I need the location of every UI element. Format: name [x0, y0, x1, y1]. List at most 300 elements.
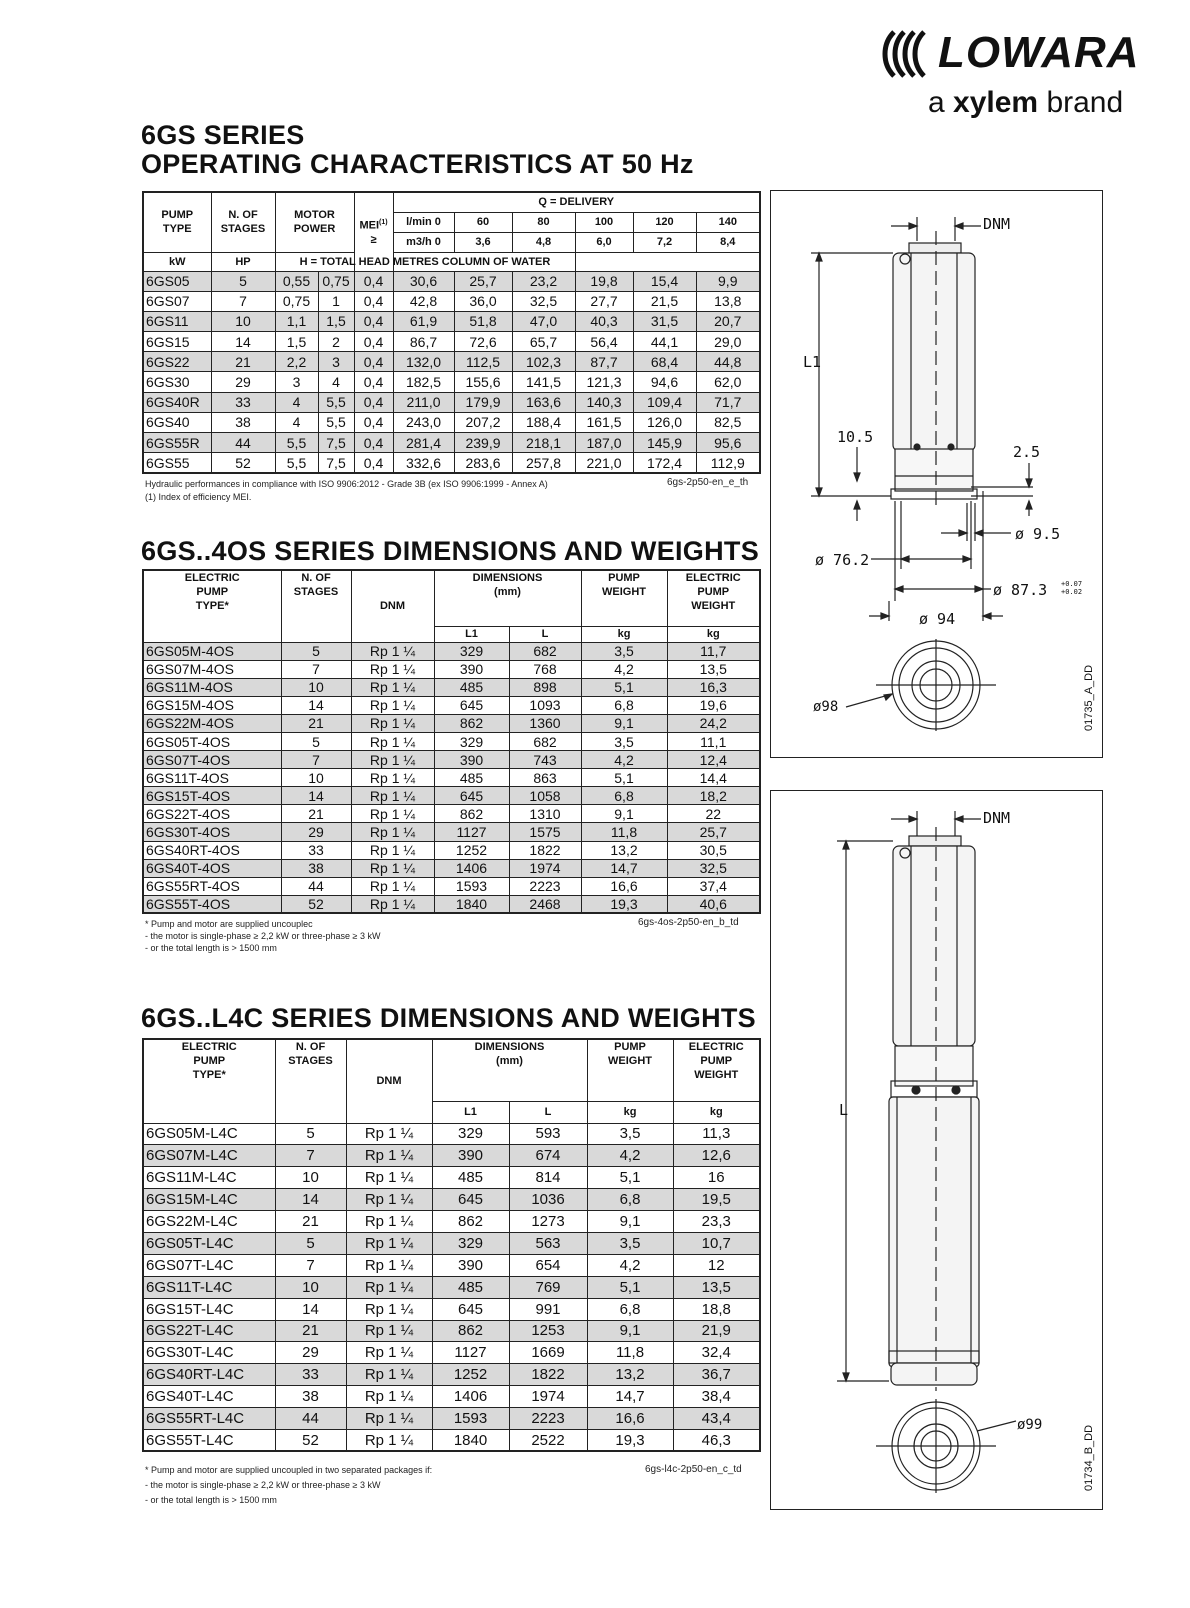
table-row: [143, 372, 760, 392]
table-cell: 10,7: [673, 1232, 760, 1254]
table-cell: 112,9: [696, 453, 760, 473]
table-cell: 163,6: [512, 392, 575, 412]
table-cell: Rp 1 ¼: [346, 1189, 432, 1211]
table-cell: 25,7: [667, 823, 760, 841]
lowara-logo: [880, 28, 1140, 119]
pump-type-cell: 6GS55T-L4C: [143, 1429, 275, 1451]
table-cell: 3: [275, 372, 318, 392]
table-cell: Rp 1 ¼: [351, 696, 434, 714]
pump-type-cell: 6GS05T-L4C: [143, 1232, 275, 1254]
dnm-label: DNM: [983, 809, 1011, 827]
pump-type-cell: 6GS05: [143, 271, 211, 291]
table-cell: 188,4: [512, 412, 575, 432]
table-cell: 40,6: [667, 895, 760, 913]
table-cell: 37,4: [667, 877, 760, 895]
pump-type-cell: 6GS07M-4OS: [143, 660, 281, 678]
pump-type-cell: 6GS15M-L4C: [143, 1189, 275, 1211]
table-cell: 65,7: [512, 332, 575, 352]
pump-drawing-4os: [770, 190, 1103, 758]
table-cell: Rp 1 ¼: [351, 859, 434, 877]
operating-characteristics-table: PUMP TYPE N. OF STAGES MOTOR POWER $MEI^{(1)}$ ≥ Q = DELIVERY l/min 0 60 80 100 120 140 m3/h 0 3,6 4,8 6,0 7,2 8,4 kW HP H = TOTAL HEAD METRES COLUMN OF WATER 6GS05 5 0,55 0,75 0,4 30,6 25,7 23,2 19,8 15,4 9,9 6GS07 7 0,75 1 0,4 42,8 36,0 32,5 27,7 21,5 13,8 6GS11 10 1,1 1,5 0,4 61,9 51,8 47,0 40,3 31,5 20,7 6GS15 14 1,5 2 0,4 86,7 72,6 65,7 56,4 44,1 29,0 6GS22 21 2,2 3 0,4 132,0 112,5 102,3 87,7 68,4 44,8 6GS30 29 3 4 0,4 182,5 155,6 141,5 121,3 94,6 62,0 6GS40R 33 4 5,5 0,4 211,0 179,9 163,6 140,3 109,4 71,7 6GS40 38 4 5,5 0,4 243,0 207,2 188,4 161,5 126,0 82,5 6GS55R 44 5,5 7,5 0,4 281,4 239,9 218,1 187,0 145,9 95,6 6GS55 52 5,5 7,5 0,4 332,6 283,6 257,8 221,0 172,4 112,9: [142, 191, 761, 474]
unit-header: kg: [673, 1101, 760, 1123]
drawing-ref: 01734_B_DD: [1083, 1424, 1095, 1491]
table-cell: Rp 1 ¼: [346, 1123, 432, 1145]
table-cell: 0,75: [275, 291, 318, 311]
dim-76-2: ø 76.2: [815, 551, 870, 569]
table-cell: 29: [281, 823, 351, 841]
table-row: [143, 311, 760, 331]
table-cell: 179,9: [454, 392, 512, 412]
table-row: [143, 1145, 760, 1167]
table-cell: 7: [281, 751, 351, 769]
table-cell: 11,8: [587, 1342, 673, 1364]
table-row: [143, 1429, 760, 1451]
table-cell: 14: [211, 332, 275, 352]
footnote: - or the total length is > 1500 mm: [145, 943, 277, 953]
table-cell: 14: [275, 1189, 346, 1211]
table-cell: 645: [432, 1298, 509, 1320]
table-cell: 390: [434, 660, 509, 678]
table-cell: 0,75: [318, 271, 354, 291]
table-cell: 21,5: [633, 291, 696, 311]
table-cell: 25,7: [454, 271, 512, 291]
table-cell: 21: [275, 1320, 346, 1342]
col-dimensions: DIMENSIONS (mm): [434, 570, 581, 626]
flow-lmin-header: 100: [575, 212, 633, 232]
table-cell: Rp 1 ¼: [346, 1386, 432, 1408]
table-cell: 1974: [509, 1386, 587, 1408]
table-cell: 10: [275, 1276, 346, 1298]
table-cell: Rp 1 ¼: [351, 642, 434, 660]
table-cell: 19,5: [673, 1189, 760, 1211]
pump-type-cell: 6GS15M-4OS: [143, 696, 281, 714]
col-stages: N. OF STAGES: [281, 570, 351, 642]
col-pump-weight: PUMP WEIGHT: [581, 570, 667, 626]
table-cell: 1360: [509, 714, 581, 732]
table-cell: 32,5: [512, 291, 575, 311]
table-cell: 1974: [509, 859, 581, 877]
table-cell: 4,2: [587, 1145, 673, 1167]
footnote: - the motor is single-phase ≥ 2,2 kW or three-phase ≥ 3 kW: [145, 931, 381, 941]
table-cell: 2223: [509, 1408, 587, 1430]
col-mei: $MEI^{(1)}$ ≥: [354, 192, 393, 271]
table-cell: 1840: [432, 1429, 509, 1451]
unit-header: L: [509, 626, 581, 642]
table-cell: 390: [432, 1254, 509, 1276]
table-cell: 1310: [509, 805, 581, 823]
table-row: [143, 433, 760, 453]
table-cell: 1,5: [318, 311, 354, 331]
flow-m3h-header: 3,6: [454, 232, 512, 252]
table-cell: Rp 1 ¼: [351, 769, 434, 787]
unit-header: kg: [581, 626, 667, 642]
table-cell: 3,5: [587, 1123, 673, 1145]
table-cell: 72,6: [454, 332, 512, 352]
table-cell: Rp 1 ¼: [351, 805, 434, 823]
table-cell: 5,1: [581, 678, 667, 696]
table-cell: Rp 1 ¼: [351, 678, 434, 696]
table-cell: 814: [509, 1167, 587, 1189]
table-cell: 10: [211, 311, 275, 331]
table-cell: 239,9: [454, 433, 512, 453]
table-row: [143, 714, 760, 732]
dim-98: ø98: [813, 699, 839, 715]
table-row: [143, 787, 760, 805]
table-cell: 7,5: [318, 433, 354, 453]
table-cell: 31,5: [633, 311, 696, 331]
col-stages: N. OF STAGES: [211, 192, 275, 252]
dim-10-5: 10.5: [837, 428, 874, 446]
table-cell: 21: [281, 805, 351, 823]
table-cell: 12,4: [667, 751, 760, 769]
table-cell: 141,5: [512, 372, 575, 392]
pump-type-cell: 6GS05T-4OS: [143, 732, 281, 750]
col-total-head: H = TOTAL HEAD METRES COLUMN OF WATER: [275, 252, 575, 271]
table-row: [143, 823, 760, 841]
table-cell: 14: [281, 787, 351, 805]
pump-type-cell: 6GS40T-L4C: [143, 1386, 275, 1408]
lowara-mark-icon: [880, 28, 936, 80]
table-cell: 5,5: [275, 433, 318, 453]
table-cell: 485: [432, 1167, 509, 1189]
table-cell: 6,8: [587, 1298, 673, 1320]
table-cell: 991: [509, 1298, 587, 1320]
unit-header: kg: [587, 1101, 673, 1123]
pump-type-cell: 6GS11T-L4C: [143, 1276, 275, 1298]
table-cell: 14: [281, 696, 351, 714]
pump-type-cell: 6GS40RT-4OS: [143, 841, 281, 859]
unit-header: L1: [434, 626, 509, 642]
table-cell: 0,55: [275, 271, 318, 291]
table-cell: 645: [432, 1189, 509, 1211]
pump-type-cell: 6GS22M-4OS: [143, 714, 281, 732]
table-cell: 44: [275, 1408, 346, 1430]
pump-type-cell: 6GS15T-L4C: [143, 1298, 275, 1320]
table-cell: 187,0: [575, 433, 633, 453]
table-cell: 21: [281, 714, 351, 732]
table-cell: 7: [281, 660, 351, 678]
footnote: * Pump and motor are supplied uncouplec: [145, 919, 313, 929]
table-cell: 563: [509, 1232, 587, 1254]
table-cell: 0,4: [354, 433, 393, 453]
table-cell: 22: [667, 805, 760, 823]
table-cell: 145,9: [633, 433, 696, 453]
dim-2-5: 2.5: [1013, 443, 1041, 461]
pump-type-cell: 6GS22T-4OS: [143, 805, 281, 823]
flow-lmin-header: 60: [454, 212, 512, 232]
table-cell: 218,1: [512, 433, 575, 453]
footnote: (1) Index of efficiency MEI.: [145, 492, 252, 502]
table-cell: 23,2: [512, 271, 575, 291]
table-cell: 7: [275, 1145, 346, 1167]
table-cell: 2: [318, 332, 354, 352]
table-cell: 21,9: [673, 1320, 760, 1342]
flow-m3h-header: 6,0: [575, 232, 633, 252]
drawing-ref: 01735_A_DD: [1083, 664, 1095, 731]
col-dnm: DNM: [346, 1039, 432, 1123]
table-cell: Rp 1 ¼: [351, 895, 434, 913]
table-cell: 16: [673, 1167, 760, 1189]
table-cell: 112,5: [454, 352, 512, 372]
table-cell: 9,1: [581, 714, 667, 732]
table-cell: 898: [509, 678, 581, 696]
table-cell: 11,8: [581, 823, 667, 841]
table-cell: 3,5: [581, 642, 667, 660]
table-cell: 30,5: [667, 841, 760, 859]
table-cell: 7: [211, 291, 275, 311]
table-row: [143, 1298, 760, 1320]
table-cell: 593: [509, 1123, 587, 1145]
table-cell: 20,7: [696, 311, 760, 331]
dim-9-5: ø 9.5: [1015, 525, 1061, 543]
tolerance: +0.07 +0.02: [1061, 580, 1083, 596]
table-cell: 5,5: [318, 412, 354, 432]
table-cell: 1252: [432, 1364, 509, 1386]
table-cell: 86,7: [393, 332, 454, 352]
table-cell: 18,2: [667, 787, 760, 805]
table-cell: 13,5: [673, 1276, 760, 1298]
table-cell: 1,5: [275, 332, 318, 352]
dim-94: ø 94: [919, 610, 956, 628]
table-cell: Rp 1 ¼: [346, 1211, 432, 1233]
table-cell: 21: [211, 352, 275, 372]
table-cell: 329: [432, 1232, 509, 1254]
table-cell: 4: [275, 392, 318, 412]
pump-type-cell: 6GS11: [143, 311, 211, 331]
table-cell: 9,1: [587, 1320, 673, 1342]
table-cell: 654: [509, 1254, 587, 1276]
table-cell: 0,4: [354, 311, 393, 331]
pump-type-cell: 6GS15T-4OS: [143, 787, 281, 805]
table-cell: 94,6: [633, 372, 696, 392]
table-row: [143, 271, 760, 291]
table-cell: 71,7: [696, 392, 760, 412]
table-cell: 1253: [509, 1320, 587, 1342]
col-motor-power: MOTOR POWER: [275, 192, 354, 252]
pump-type-cell: 6GS07T-L4C: [143, 1254, 275, 1276]
table-cell: 743: [509, 751, 581, 769]
table-row: [143, 841, 760, 859]
table-cell: 0,4: [354, 291, 393, 311]
table-cell: 9,9: [696, 271, 760, 291]
table-cell: 161,5: [575, 412, 633, 432]
table-row: [143, 696, 760, 714]
table-cell: 62,0: [696, 372, 760, 392]
dimensions-l4c-table: [142, 1038, 761, 1452]
table-cell: 4,2: [581, 660, 667, 678]
flow-lmin-header: 140: [696, 212, 760, 232]
table-cell: 5: [275, 1232, 346, 1254]
pump-type-cell: 6GS55: [143, 453, 211, 473]
table-cell: 3,5: [581, 732, 667, 750]
pump-type-cell: 6GS22T-L4C: [143, 1320, 275, 1342]
table-cell: Rp 1 ¼: [351, 751, 434, 769]
table-cell: 1406: [432, 1386, 509, 1408]
table-cell: 863: [509, 769, 581, 787]
table-cell: 1593: [432, 1408, 509, 1430]
table-cell: 1: [318, 291, 354, 311]
table-row: [143, 895, 760, 913]
pump-type-cell: 6GS40RT-L4C: [143, 1364, 275, 1386]
table-cell: 13,2: [587, 1364, 673, 1386]
table-cell: 44: [211, 433, 275, 453]
table-row: [143, 412, 760, 432]
table-cell: 4: [318, 372, 354, 392]
table-cell: 11,3: [673, 1123, 760, 1145]
table-cell: 862: [432, 1211, 509, 1233]
table-cell: 682: [509, 732, 581, 750]
table-cell: 10: [281, 678, 351, 696]
flow-lmin-header: 80: [512, 212, 575, 232]
table-cell: 29,0: [696, 332, 760, 352]
table-cell: 24,2: [667, 714, 760, 732]
table-cell: 44: [281, 877, 351, 895]
table-row: [143, 1189, 760, 1211]
pump-type-cell: 6GS30T-L4C: [143, 1342, 275, 1364]
table-cell: 390: [434, 751, 509, 769]
table-cell: 2223: [509, 877, 581, 895]
table-code: 6gs-l4c-2p50-en_c_td: [645, 1464, 742, 1475]
pump-type-cell: 6GS11T-4OS: [143, 769, 281, 787]
table-cell: 1840: [434, 895, 509, 913]
table-cell: 42,8: [393, 291, 454, 311]
table-cell: 14,7: [581, 859, 667, 877]
table-cell: 36,7: [673, 1364, 760, 1386]
table-cell: 3,5: [587, 1232, 673, 1254]
pump-type-cell: 6GS05M-L4C: [143, 1123, 275, 1145]
table-cell: Rp 1 ¼: [346, 1145, 432, 1167]
pump-type-cell: 6GS40: [143, 412, 211, 432]
table-cell: 87,7: [575, 352, 633, 372]
table-row: [143, 1123, 760, 1145]
table-cell: 47,0: [512, 311, 575, 331]
table-cell: 3: [318, 352, 354, 372]
table-cell: 43,4: [673, 1408, 760, 1430]
table-cell: 5: [275, 1123, 346, 1145]
table-cell: 51,8: [454, 311, 512, 331]
table-cell: 5: [281, 642, 351, 660]
table-cell: 10: [281, 769, 351, 787]
table-cell: 18,8: [673, 1298, 760, 1320]
table-cell: 329: [434, 732, 509, 750]
table-row: [143, 1364, 760, 1386]
col-delivery: Q = DELIVERY: [393, 192, 760, 212]
footnote: * Pump and motor are supplied uncoupled in two separated packages if:: [145, 1465, 433, 1475]
table-cell: 1593: [434, 877, 509, 895]
table-row: [143, 660, 760, 678]
col-pump-weight: PUMP WEIGHT: [587, 1039, 673, 1101]
table-cell: 40,3: [575, 311, 633, 331]
flow-m3h-header: 7,2: [633, 232, 696, 252]
table-row: [143, 1211, 760, 1233]
table-row: [143, 877, 760, 895]
table-cell: 109,4: [633, 392, 696, 412]
table-cell: 7,5: [318, 453, 354, 473]
table-cell: 862: [432, 1320, 509, 1342]
l1-label: L1: [803, 353, 822, 371]
table-row: [143, 1386, 760, 1408]
pump-type-cell: 6GS40R: [143, 392, 211, 412]
table-cell: 207,2: [454, 412, 512, 432]
col-electric-pump-weight: ELECTRIC PUMP WEIGHT: [673, 1039, 760, 1101]
table-cell: 19,3: [587, 1429, 673, 1451]
table-cell: 33: [281, 841, 351, 859]
table-row: [143, 352, 760, 372]
table-row: [143, 453, 760, 473]
table-cell: Rp 1 ¼: [351, 714, 434, 732]
table-cell: 29: [275, 1342, 346, 1364]
table-row: [143, 1342, 760, 1364]
table-cell: 13,2: [581, 841, 667, 859]
table-cell: 44,8: [696, 352, 760, 372]
table-row: [143, 732, 760, 750]
table-cell: 12,6: [673, 1145, 760, 1167]
pump-4os-diagram: [771, 191, 1102, 757]
table-cell: 61,9: [393, 311, 454, 331]
table-cell: 1822: [509, 1364, 587, 1386]
table-cell: Rp 1 ¼: [351, 841, 434, 859]
table-cell: 0,4: [354, 352, 393, 372]
table-cell: 2,2: [275, 352, 318, 372]
dimensions-4os-table: [142, 569, 761, 914]
table-cell: Rp 1 ¼: [351, 660, 434, 678]
table-cell: 13,8: [696, 291, 760, 311]
table-cell: 10: [275, 1167, 346, 1189]
table-cell: Rp 1 ¼: [346, 1167, 432, 1189]
table-cell: 257,8: [512, 453, 575, 473]
pump-l4c-diagram: [771, 791, 1102, 1509]
table-cell: 1127: [432, 1342, 509, 1364]
table-row: [143, 332, 760, 352]
table-cell: 485: [434, 769, 509, 787]
col-dnm: DNM: [351, 570, 434, 642]
table-cell: 126,0: [633, 412, 696, 432]
table-cell: 9,1: [581, 805, 667, 823]
table-cell: 11,1: [667, 732, 760, 750]
pump-type-cell: 6GS40T-4OS: [143, 859, 281, 877]
table-cell: 768: [509, 660, 581, 678]
table-cell: 6,8: [581, 696, 667, 714]
table-cell: 172,4: [633, 453, 696, 473]
table-cell: 1127: [434, 823, 509, 841]
table-cell: 329: [434, 642, 509, 660]
section2-title: 6GS..4OS SERIES DIMENSIONS AND WEIGHTS: [141, 536, 760, 566]
table-cell: 36,0: [454, 291, 512, 311]
table-row: [143, 392, 760, 412]
table-cell: Rp 1 ¼: [351, 877, 434, 895]
table-cell: 44,1: [633, 332, 696, 352]
table-cell: 82,5: [696, 412, 760, 432]
table-cell: 19,3: [581, 895, 667, 913]
unit-header: L1: [432, 1101, 509, 1123]
table-cell: 68,4: [633, 352, 696, 372]
table-cell: 5: [211, 271, 275, 291]
dim-87-3: ø 87.3: [993, 581, 1048, 599]
table-cell: 132,0: [393, 352, 454, 372]
table-cell: 1406: [434, 859, 509, 877]
table-row: [143, 642, 760, 660]
pump-type-cell: 6GS07M-L4C: [143, 1145, 275, 1167]
table-cell: 0,4: [354, 392, 393, 412]
table-cell: 30,6: [393, 271, 454, 291]
table-cell: 21: [275, 1211, 346, 1233]
table-cell: 15,4: [633, 271, 696, 291]
table-cell: 19,6: [667, 696, 760, 714]
table-cell: 121,3: [575, 372, 633, 392]
dim-99: ø99: [1017, 1417, 1043, 1433]
table-cell: Rp 1 ¼: [351, 823, 434, 841]
table-cell: 102,3: [512, 352, 575, 372]
